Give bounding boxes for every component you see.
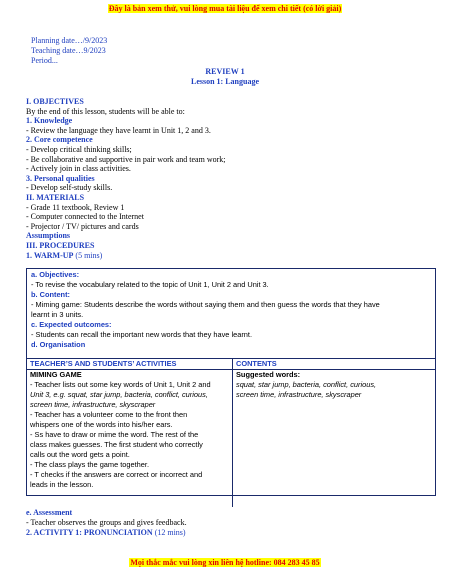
core-heading: 2. Core competence (26, 135, 93, 145)
suggested-words-1: squat, star jump, bacteria, conflict, curious, (236, 380, 377, 389)
activity1-heading: 2. ACTIVITY 1: PRONUNCIATION (26, 528, 153, 537)
assessment-heading: e. Assessment (26, 508, 73, 517)
knowledge-heading: 1. Knowledge (26, 116, 73, 126)
lesson-meta (31, 36, 107, 66)
lesson-content (26, 97, 426, 260)
list-item: - Review the language they have learnt in Unit 1, 2 and 3. (26, 125, 211, 135)
outcomes-label: c. Expected outcomes: (31, 320, 112, 329)
activity-line: - Teacher lists out some key words of Unit 1, Unit 2 and (30, 380, 211, 389)
content-text-2: learnt in 3 units. (31, 310, 84, 319)
objectives-text: - To revise the vocabulary related to the topic of Unit 1, Unit 2 and Unit 3. (31, 280, 269, 289)
hotline-banner: Mọi thắc mắc vui lòng xin liên hệ hotline: 084 283 45 85 (130, 558, 320, 567)
activity-line: screen time, infrastructure, skyscraper (30, 400, 156, 409)
assessment-section (26, 508, 187, 538)
activity-line: leads in the lesson. (30, 480, 94, 489)
content-label: b. Content: (31, 290, 70, 299)
col-header-activities: TEACHER’S AND STUDENTS’ ACTIVITIES (27, 359, 233, 369)
activity-line: - Ss have to draw or mime the word. The rest of the (30, 430, 199, 439)
activity1-duration: (12 mins) (154, 528, 186, 537)
list-item: - Develop self-study skills. (26, 183, 113, 193)
list-item: - Develop critical thinking skills; (26, 144, 132, 154)
col-header-contents: CONTENTS (236, 359, 277, 368)
objectives-intro: By the end of this lesson, students will be able to: (26, 106, 185, 116)
contents-cell (233, 370, 435, 507)
activity-line: class makes guesses. The first student who correctly (30, 440, 203, 449)
warmup-heading: 1. WARM-UP (26, 250, 74, 260)
assumptions-heading: Assumptions (26, 231, 71, 241)
suggested-title: Suggested words: (236, 370, 301, 379)
activity-line: - The class plays the game together. (30, 460, 150, 469)
content-text-1: - Miming game: Students describe the words without saying them and then guess the words that they have (31, 300, 380, 309)
list-item: - Grade 11 textbook, Review 1 (26, 202, 125, 212)
planning-date: Planning date…/9/2023 (31, 36, 108, 45)
list-item: - Actively join in class activities. (26, 164, 131, 174)
outcomes-text: - Students can recall the important new words that they have learnt. (31, 330, 253, 339)
activity-line: Unit 3, e.g. squat, star jump, bacteria, conflict, curious, (30, 390, 208, 399)
page-title: REVIEW 1 (205, 67, 245, 76)
list-item: - Projector / TV/ pictures and cards (26, 221, 139, 231)
activities-cell (27, 370, 233, 507)
activities-table (27, 358, 435, 507)
preview-banner: Đây là bản xem thử, vui lòng mua tài liệu để xem chi tiết (có lời giải) (108, 4, 342, 13)
activity-line: calls out the word gets a point. (30, 450, 130, 459)
activity-line: - Teacher has a volunteer come to the front then (30, 410, 188, 419)
objectives-label: a. Objectives: (31, 270, 80, 279)
organisation-label: d. Organisation (31, 340, 86, 349)
assessment-text: - Teacher observes the groups and gives feedback. (26, 518, 187, 527)
page-subtitle: Lesson 1: Language (190, 77, 259, 86)
game-title: MIMING GAME (30, 370, 82, 379)
table-row (27, 370, 435, 507)
objectives-heading: I. OBJECTIVES (26, 97, 84, 106)
personal-heading: 3. Personal qualities (26, 173, 95, 183)
period: Period... (31, 56, 58, 65)
teaching-date: Teaching date…9/2023 (31, 46, 106, 55)
procedures-heading: III. PROCEDURES (26, 240, 95, 250)
suggested-words-2: screen time, infrastructure, skyscraper (236, 390, 362, 399)
activity-line: whispers one of the words into his/her ears. (30, 420, 173, 429)
warmup-duration: (5 mins) (75, 250, 103, 260)
warmup-box (26, 268, 436, 496)
list-item: - Be collaborative and supportive in pair work and team work; (26, 154, 226, 164)
activity-line: - T checks if the answers are correct or incorrect and (30, 470, 203, 479)
table-header (27, 359, 435, 370)
list-item: - Computer connected to the Internet (26, 212, 144, 222)
materials-heading: II. MATERIALS (26, 192, 85, 202)
